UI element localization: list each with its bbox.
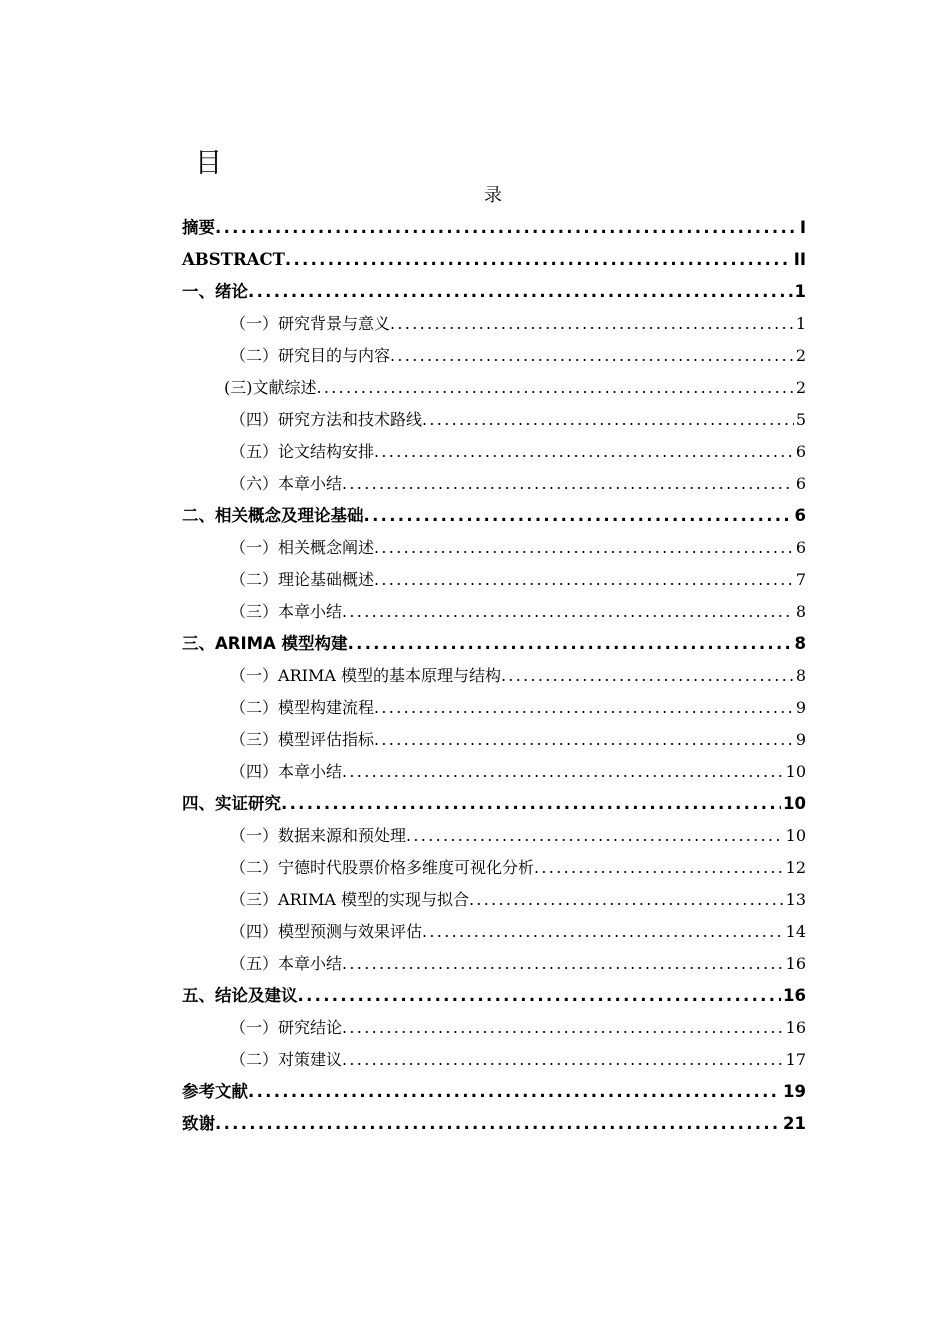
toc-dot-leader: [374, 724, 794, 756]
toc-page-number: 16: [783, 986, 806, 1005]
toc-entry-number: （一）: [230, 1018, 279, 1037]
toc-entry-title: 论文结构安排: [278, 442, 375, 461]
toc-dot-leader: [248, 1076, 781, 1108]
toc-entry-title: 研究背景与意义: [278, 314, 391, 333]
toc-dot-leader: [422, 404, 794, 436]
toc-entry-number: （三）: [230, 602, 279, 621]
toc-entry-number: 五、: [182, 986, 215, 1005]
toc-dot-leader: [374, 436, 794, 468]
toc-entry-number: （二）: [230, 858, 279, 877]
toc-chapter-entry[interactable]: [182, 980, 806, 1012]
toc-dot-leader: [406, 820, 784, 852]
toc-page-number: 10: [785, 762, 806, 781]
toc-page-number: 6: [794, 506, 806, 525]
toc-dot-leader: [342, 1044, 784, 1076]
toc-entry-number: （二）: [230, 346, 279, 365]
toc-entry-number: 三、: [182, 634, 215, 653]
toc-section-entry[interactable]: [182, 916, 806, 948]
toc-entry-number: 一、: [182, 282, 215, 301]
toc-dot-leader: [317, 372, 794, 404]
toc-section-entry[interactable]: [182, 724, 806, 756]
toc-entry-number: 四、: [182, 794, 215, 813]
toc-section-entry[interactable]: [182, 756, 806, 788]
toc-section-entry[interactable]: [182, 884, 806, 916]
toc-page-number: 21: [783, 1114, 806, 1133]
toc-dot-leader: [342, 948, 784, 980]
toc-entry-title: 理论基础概述: [278, 570, 375, 589]
toc-dot-leader: [285, 244, 792, 276]
toc-chapter-entry[interactable]: [182, 244, 806, 276]
toc-dot-leader: [298, 980, 782, 1012]
toc-entry-title: 相关概念及理论基础: [215, 506, 364, 525]
toc-entry-title: 致谢: [182, 1114, 215, 1133]
toc-dot-leader: [390, 340, 794, 372]
toc-page-number: 5: [795, 410, 806, 429]
toc-section-entry[interactable]: [182, 340, 806, 372]
toc-entry-title: 研究结论: [278, 1018, 343, 1037]
toc-dot-leader: [390, 308, 794, 340]
toc-entry-number: （四）: [230, 410, 279, 429]
toc-dot-leader: [342, 468, 794, 500]
toc-entry-number: （二）: [230, 1050, 279, 1069]
toc-page-number: 9: [795, 698, 806, 717]
toc-entry-number: （三）: [230, 730, 279, 749]
toc-entry-title: 研究目的与内容: [278, 346, 391, 365]
toc-section-entry[interactable]: [182, 1044, 806, 1076]
toc-page-number: 16: [785, 954, 806, 973]
toc-entry-title: 模型评估指标: [278, 730, 375, 749]
toc-dot-leader: [534, 852, 784, 884]
toc-section-entry[interactable]: [182, 372, 806, 404]
toc-section-entry[interactable]: [182, 852, 806, 884]
toc-page-number: 8: [795, 666, 806, 685]
toc-dot-leader: [248, 276, 793, 308]
toc-dot-leader: [342, 1012, 784, 1044]
toc-entry-title: 对策建议: [278, 1050, 343, 1069]
toc-chapter-entry[interactable]: [182, 276, 806, 308]
toc-entry-title: ARIMA 模型的实现与拟合: [278, 890, 469, 909]
table-of-contents: [182, 212, 806, 1140]
toc-title-main: 目: [195, 148, 222, 179]
toc-entry-number: 二、: [182, 506, 215, 525]
toc-entry-title: 摘要: [182, 218, 215, 237]
toc-section-entry[interactable]: [182, 660, 806, 692]
toc-page-number: 8: [795, 602, 806, 621]
toc-entry-number: （五）: [230, 954, 279, 973]
toc-page-number: 1: [794, 282, 806, 301]
toc-page-number: 17: [785, 1050, 806, 1069]
toc-entry-title: 本章小结: [278, 762, 343, 781]
toc-chapter-entry[interactable]: [182, 628, 806, 660]
toc-dot-leader: [215, 1108, 781, 1140]
toc-page-number: 1: [795, 314, 806, 333]
toc-dot-leader: [374, 532, 794, 564]
toc-dot-leader: [281, 788, 781, 820]
toc-chapter-entry[interactable]: [182, 1108, 806, 1140]
toc-entry-number: （四）: [230, 762, 279, 781]
toc-chapter-entry[interactable]: [182, 1076, 806, 1108]
toc-page-number: 6: [795, 538, 806, 557]
toc-dot-leader: [342, 596, 794, 628]
toc-entry-title: 研究方法和技术路线: [278, 410, 423, 429]
toc-entry-title: 模型预测与效果评估: [278, 922, 423, 941]
toc-entry-number: （四）: [230, 922, 279, 941]
toc-entry-title: 宁德时代股票价格多维度可视化分析: [278, 858, 535, 877]
toc-entry-title: 本章小结: [278, 602, 343, 621]
toc-title-sub: 录: [484, 185, 502, 206]
toc-dot-leader: [348, 628, 793, 660]
toc-page-number: 13: [785, 890, 806, 909]
toc-page-number: 16: [785, 1018, 806, 1037]
toc-entry-title: 实证研究: [215, 794, 281, 813]
toc-section-entry[interactable]: [182, 404, 806, 436]
toc-page-number: 10: [783, 794, 806, 813]
toc-page-number: 10: [785, 826, 806, 845]
toc-entry-number: （二）: [230, 698, 279, 717]
toc-chapter-entry[interactable]: [182, 212, 806, 244]
toc-page-number: 19: [783, 1082, 806, 1101]
toc-chapter-entry[interactable]: [182, 788, 806, 820]
toc-page-number: 6: [795, 442, 806, 461]
toc-section-entry[interactable]: [182, 1012, 806, 1044]
toc-entry-number: (三): [224, 378, 253, 397]
toc-entry-title: 绪论: [215, 282, 248, 301]
toc-page-number: 6: [795, 474, 806, 493]
toc-entry-number: （一）: [230, 666, 279, 685]
toc-section-entry[interactable]: [182, 468, 806, 500]
toc-chapter-entry[interactable]: [182, 500, 806, 532]
toc-entry-number: （一）: [230, 314, 279, 333]
toc-dot-leader: [364, 500, 793, 532]
toc-entry-number: （二）: [230, 570, 279, 589]
toc-entry-number: （一）: [230, 826, 279, 845]
toc-dot-leader: [374, 692, 794, 724]
toc-entry-title: ABSTRACT: [182, 250, 285, 269]
toc-dot-leader: [215, 212, 798, 244]
toc-section-entry[interactable]: [182, 692, 806, 724]
toc-dot-leader: [342, 756, 784, 788]
toc-page-number: 12: [785, 858, 806, 877]
toc-dot-leader: [374, 564, 794, 596]
toc-page-number: 14: [785, 922, 806, 941]
toc-page-number: 8: [794, 634, 806, 653]
toc-entry-number: （六）: [230, 474, 279, 493]
toc-entry-title: 模型构建流程: [278, 698, 375, 717]
toc-section-entry[interactable]: [182, 564, 806, 596]
toc-entry-title: ARIMA 模型构建: [215, 634, 348, 653]
toc-page-number: 2: [795, 346, 806, 365]
toc-entry-number: （三）: [230, 890, 279, 909]
toc-page-number: 9: [795, 730, 806, 749]
toc-entry-title: 结论及建议: [215, 986, 298, 1005]
toc-section-entry[interactable]: [182, 596, 806, 628]
toc-section-entry[interactable]: [182, 532, 806, 564]
toc-page-number: 7: [795, 570, 806, 589]
toc-entry-title: 数据来源和预处理: [278, 826, 407, 845]
toc-entry-title: 本章小结: [278, 474, 343, 493]
toc-entry-title: 参考文献: [182, 1082, 248, 1101]
toc-entry-title: 相关概念阐述: [278, 538, 375, 557]
toc-section-entry[interactable]: [182, 436, 806, 468]
toc-entry-title: ARIMA 模型的基本原理与结构: [278, 666, 501, 685]
toc-dot-leader: [501, 660, 794, 692]
toc-page-number: 2: [795, 378, 806, 397]
toc-entry-title: 文献综述: [252, 378, 317, 397]
toc-section-entry[interactable]: [182, 948, 806, 980]
toc-dot-leader: [469, 884, 784, 916]
toc-entry-title: 本章小结: [278, 954, 343, 973]
toc-entry-number: （一）: [230, 538, 279, 557]
toc-page-number: I: [799, 218, 806, 237]
toc-section-entry[interactable]: [182, 308, 806, 340]
toc-entry-number: （五）: [230, 442, 279, 461]
toc-dot-leader: [422, 916, 784, 948]
toc-page-number: II: [793, 250, 806, 269]
toc-section-entry[interactable]: [182, 820, 806, 852]
